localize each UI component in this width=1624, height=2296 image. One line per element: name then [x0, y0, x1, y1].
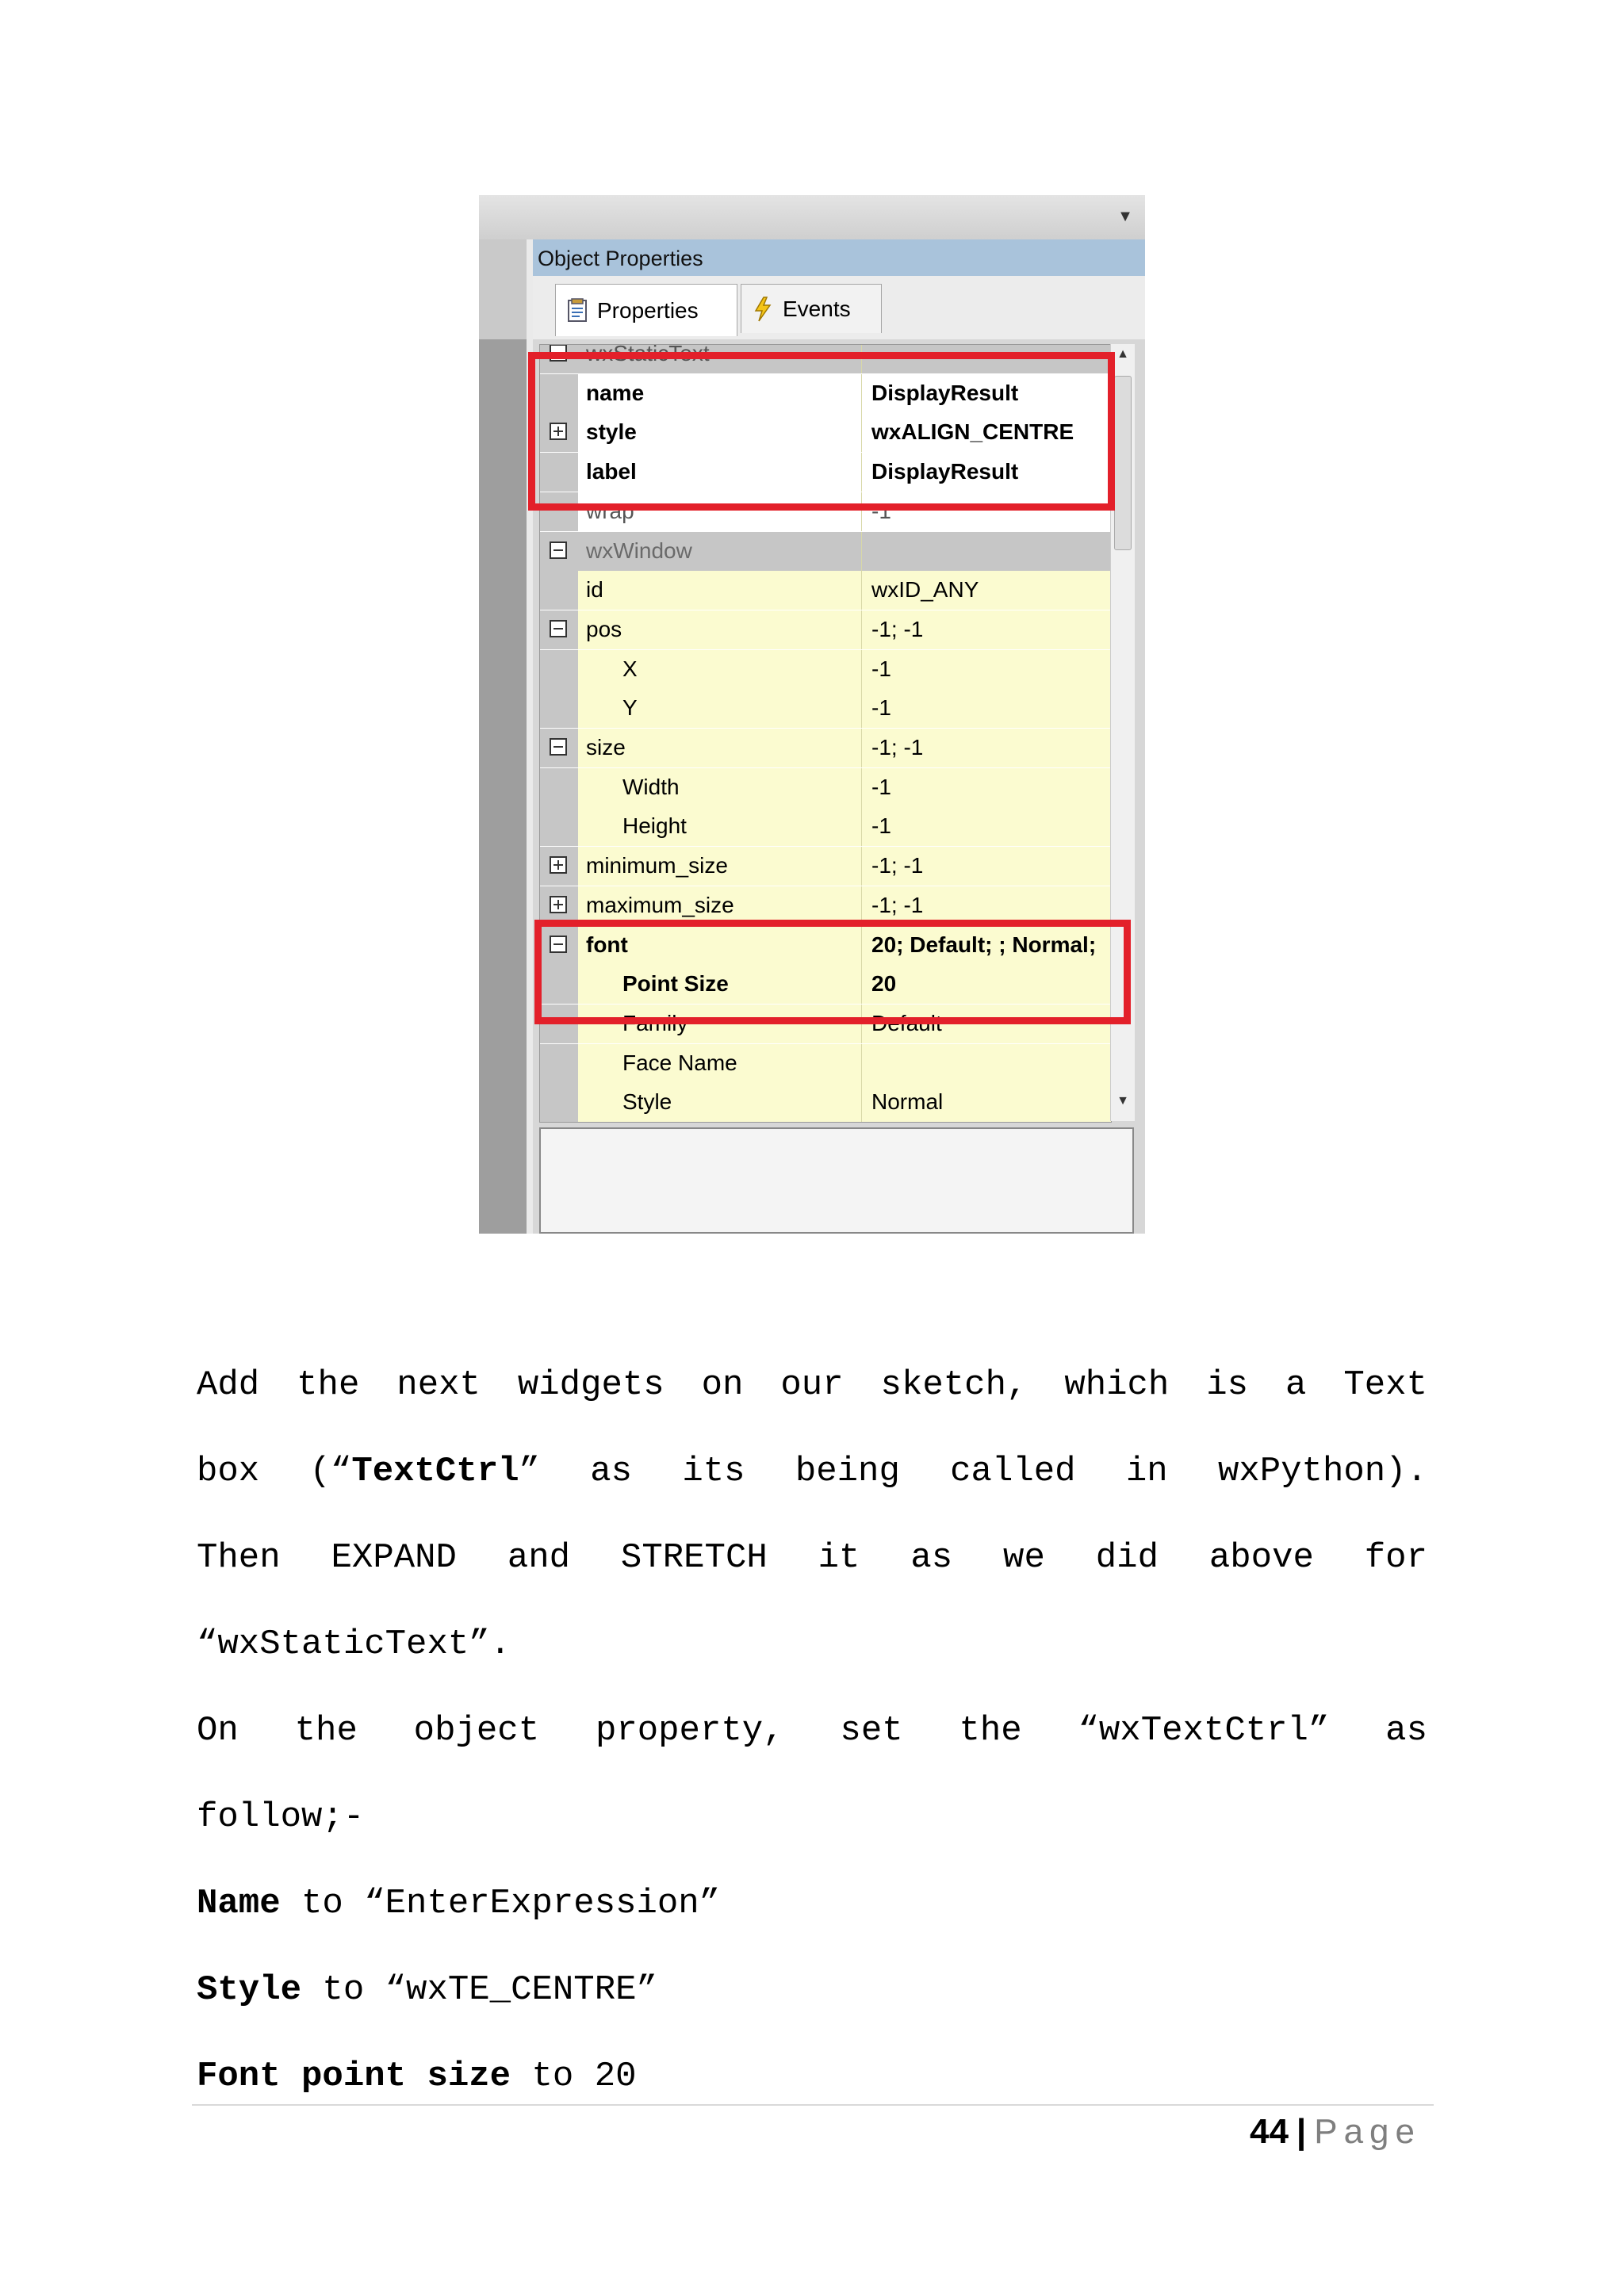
property-value[interactable]: -1	[862, 492, 1111, 531]
property-value[interactable]: -1; -1	[862, 886, 1111, 925]
property-row[interactable]	[540, 344, 1111, 373]
property-value[interactable]: wxALIGN_CENTRE	[862, 413, 1111, 452]
paragraph-line-2: box (“TextCtrl” as its being called in wxPython).	[197, 1452, 1427, 1491]
setting-font-point-size: Font point size to 20	[197, 2057, 637, 2096]
property-value[interactable]: DisplayResult	[862, 374, 1111, 413]
properties-icon	[564, 297, 591, 324]
panel-title-bar	[533, 239, 1145, 277]
setting-name: Name to “EnterExpression”	[197, 1884, 721, 1923]
collapse-minus-icon[interactable]	[550, 738, 567, 756]
property-value[interactable]: -1	[862, 807, 1111, 846]
property-value[interactable]: -1; -1	[862, 847, 1111, 886]
property-row[interactable]	[540, 965, 1111, 1004]
property-value[interactable]: Normal	[862, 1083, 1111, 1122]
collapse-minus-icon[interactable]	[550, 541, 567, 559]
property-row[interactable]	[540, 926, 1111, 965]
property-name: style	[578, 413, 862, 452]
property-value[interactable]: -1; -1	[862, 610, 1111, 649]
property-row[interactable]	[540, 571, 1111, 610]
property-name: Point Size	[578, 965, 862, 1004]
property-name: font	[578, 926, 862, 965]
property-value[interactable]	[862, 1044, 1111, 1083]
panel-topbar	[479, 195, 1145, 239]
property-value[interactable]: 20; Default; ; Normal;	[862, 926, 1111, 965]
paragraph-line-3: Then EXPAND and STRETCH it as we did above for	[197, 1538, 1427, 1578]
setting-style: Style to “wxTE_CENTRE”	[197, 1970, 657, 2010]
property-name: size	[578, 729, 862, 767]
property-row[interactable]	[540, 729, 1111, 767]
property-row[interactable]	[540, 374, 1111, 413]
scroll-up-arrow-icon[interactable]: ▲	[1116, 347, 1129, 361]
property-row[interactable]	[540, 1044, 1111, 1083]
tab-bar	[533, 276, 1145, 339]
property-row[interactable]	[540, 453, 1111, 492]
property-name: label	[578, 453, 862, 492]
footer-divider	[192, 2104, 1434, 2106]
property-row[interactable]	[540, 807, 1111, 846]
property-row[interactable]	[540, 886, 1111, 925]
scroll-thumb[interactable]	[1114, 376, 1132, 550]
property-row[interactable]	[540, 492, 1111, 531]
property-name: wxWindow	[578, 532, 862, 571]
property-row[interactable]	[540, 689, 1111, 728]
property-name: wrap	[578, 492, 862, 531]
page-number: 44	[1249, 2112, 1289, 2151]
paragraph-line-6: follow;-	[197, 1797, 365, 1837]
property-name: Width	[578, 768, 862, 807]
scroll-down-arrow-icon[interactable]: ▼	[1116, 1094, 1129, 1108]
object-properties-screenshot	[479, 195, 1145, 1234]
property-name: Height	[578, 807, 862, 846]
collapse-minus-icon[interactable]	[550, 620, 567, 637]
panel-title: Object Properties	[538, 247, 703, 270]
tab-events[interactable]	[741, 284, 882, 333]
textctrl-term: TextCtrl	[351, 1452, 519, 1491]
property-grid	[539, 344, 1112, 1123]
property-value[interactable]: Default	[862, 1004, 1111, 1043]
property-value[interactable]: -1	[862, 650, 1111, 689]
property-value[interactable]	[862, 344, 1111, 373]
property-name: id	[578, 571, 862, 610]
left-dock-strip	[479, 239, 527, 1234]
lightning-icon	[749, 296, 776, 323]
property-row[interactable]	[540, 610, 1111, 649]
paragraph-line-1: Add the next widgets on our sketch, which is a Text	[197, 1365, 1427, 1405]
property-name: maximum_size	[578, 886, 862, 925]
property-name: Family	[578, 1004, 862, 1043]
expand-plus-icon[interactable]	[550, 896, 567, 913]
description-panel	[539, 1127, 1134, 1234]
property-name: name	[578, 374, 862, 413]
property-row[interactable]	[540, 650, 1111, 689]
property-value[interactable]: wxID_ANY	[862, 571, 1111, 610]
property-row[interactable]	[540, 768, 1111, 807]
property-value[interactable]: -1; -1	[862, 729, 1111, 767]
property-value[interactable]: -1	[862, 689, 1111, 728]
collapse-minus-icon[interactable]	[550, 936, 567, 953]
expand-plus-icon[interactable]	[550, 423, 567, 440]
page-label: Page	[1314, 2112, 1421, 2151]
property-value[interactable]: -1	[862, 768, 1111, 807]
property-name: Style	[578, 1083, 862, 1122]
property-name: X	[578, 650, 862, 689]
property-name: wxStaticText	[578, 344, 862, 373]
paragraph-line-5: On the object property, set the “wxTextCtrl” as	[197, 1711, 1427, 1751]
property-row[interactable]	[540, 413, 1111, 452]
property-row[interactable]	[540, 1083, 1111, 1122]
dropdown-arrow-icon[interactable]: ▼	[1117, 208, 1133, 225]
property-value[interactable]: 20	[862, 965, 1111, 1004]
footer-separator: |	[1296, 2112, 1307, 2151]
property-value[interactable]	[862, 532, 1111, 571]
collapse-minus-icon[interactable]	[550, 344, 567, 362]
property-name: Face Name	[578, 1044, 862, 1083]
property-value[interactable]: DisplayResult	[862, 453, 1111, 492]
tab-properties-label: Properties	[597, 297, 699, 323]
property-name: minimum_size	[578, 847, 862, 886]
tab-events-label: Events	[783, 296, 851, 321]
property-row[interactable]	[540, 1004, 1111, 1043]
expand-plus-icon[interactable]	[550, 856, 567, 874]
property-grid-scrollbar[interactable]	[1110, 344, 1135, 1121]
property-row[interactable]	[540, 847, 1111, 886]
property-name: Y	[578, 689, 862, 728]
paragraph-line-4: “wxStaticText”.	[197, 1624, 511, 1664]
page-footer	[1250, 2112, 1421, 2152]
property-row[interactable]	[540, 532, 1111, 571]
property-name: pos	[578, 610, 862, 649]
tab-properties[interactable]	[555, 284, 737, 336]
